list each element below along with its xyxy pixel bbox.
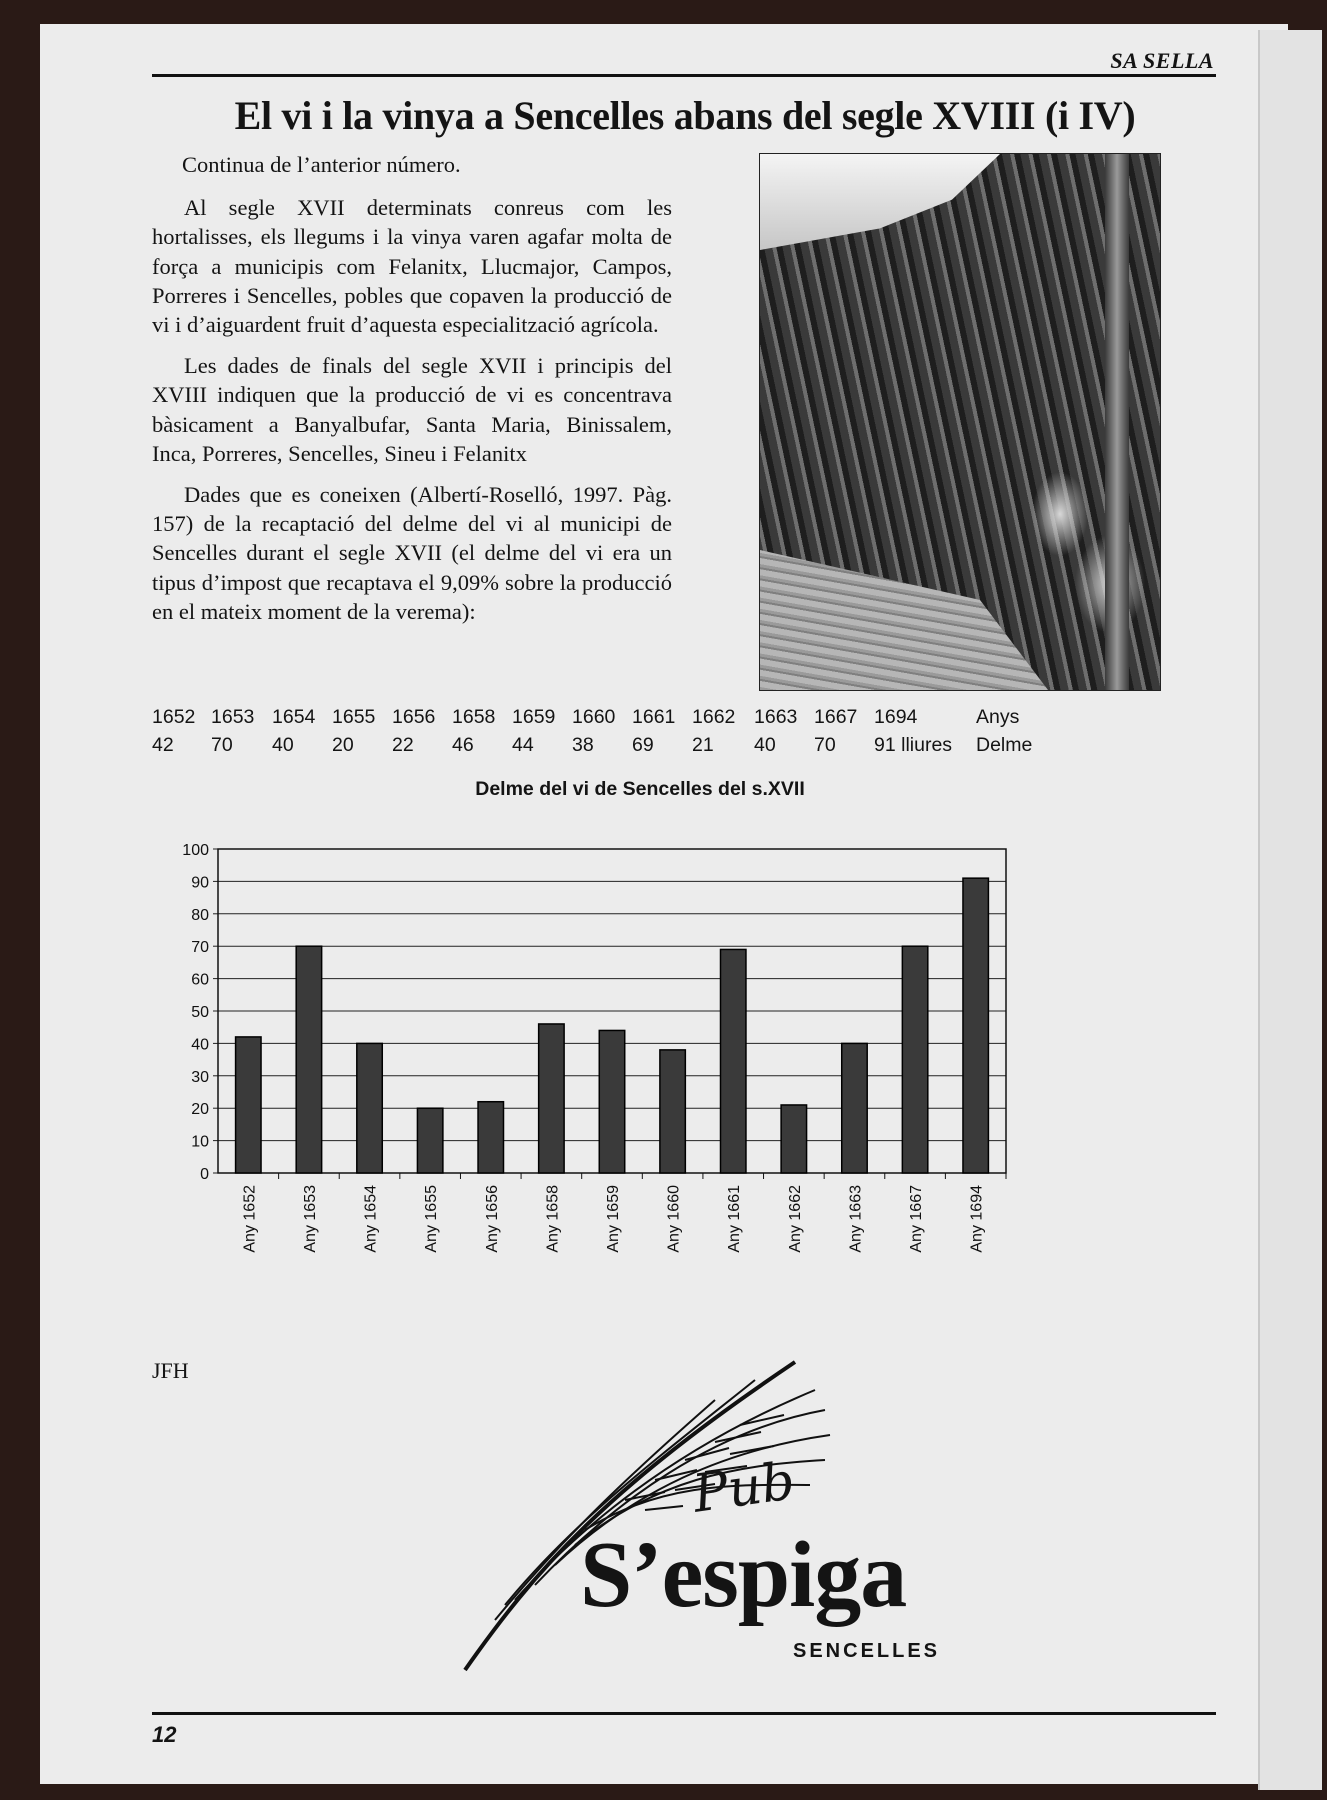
chart-svg — [150, 835, 1050, 1275]
table-value-cell: 22 — [392, 734, 414, 756]
table-year-cell: 1653 — [211, 706, 255, 728]
x-tick-label: Any 1655 — [423, 1185, 441, 1253]
bar — [660, 1050, 685, 1173]
table-value-cell: 69 — [632, 734, 654, 756]
y-tick-label: 90 — [191, 874, 209, 892]
table-year-cell: 1658 — [452, 706, 496, 728]
table-value-cell: 70 — [814, 734, 836, 756]
x-tick-label: Any 1654 — [362, 1185, 380, 1253]
chart-title: Delme del vi de Sencelles del s.XVII — [475, 778, 805, 800]
table-year-cell: 1655 — [332, 706, 376, 728]
table-value-cell: 38 — [572, 734, 594, 756]
y-tick-label: 20 — [191, 1101, 209, 1119]
bar — [296, 946, 321, 1173]
table-value-cell: 20 — [332, 734, 354, 756]
bar — [902, 946, 927, 1173]
photo-vine-post — [1105, 154, 1129, 690]
table-year-cell: 1659 — [512, 706, 556, 728]
y-tick-label: 60 — [191, 971, 209, 989]
page-number: 12 — [152, 1722, 177, 1747]
table-values-label: Delme — [976, 734, 1033, 756]
table-value-cell: 70 — [211, 734, 233, 756]
paragraph-3: Dades que es coneixen (Albertí-Roselló, 1997. Pàg. 157) de la recaptació del delme del vi al municipi de Sencelles durant el segle XVII (el delme del vi era un tipus d’impost que recaptava el 9,09% sobre la producció en el mateix moment de la verema): — [152, 482, 672, 624]
article-body — [152, 150, 672, 638]
x-tick-label: Any 1694 — [968, 1185, 986, 1253]
paragraph-1: Al segle XVII determinats conreus com les hortalisses, els llegums i la vinya varen agafar molta de força a municipis com Felanitx, Llucmajor, Campos, Porreres i Sencelles, pobles que copaven la producció de vi i d’aiguardent fruit d’aquesta especialització agrícola. — [152, 195, 672, 338]
x-tick-label: Any 1658 — [544, 1185, 562, 1253]
table-year-cell: 1660 — [572, 706, 616, 728]
bottom-rule — [152, 1712, 1216, 1715]
y-tick-label: 80 — [191, 906, 209, 924]
running-head: SA SELLA — [1110, 48, 1214, 73]
vineyard-photo — [759, 153, 1161, 691]
table-value-cell: 46 — [452, 734, 474, 756]
author-signature: JFH — [152, 1358, 189, 1383]
y-tick-label: 10 — [191, 1133, 209, 1151]
bar — [478, 1102, 503, 1173]
bar — [539, 1024, 564, 1173]
article-title: El vi i la vinya a Sencelles abans del segle XVIII (i IV) — [234, 93, 1136, 138]
table-value-cell: 40 — [272, 734, 294, 756]
x-tick-label: Any 1653 — [301, 1185, 319, 1253]
y-tick-label: 30 — [191, 1068, 209, 1086]
x-tick-label: Any 1663 — [847, 1185, 865, 1253]
bar — [599, 1030, 624, 1173]
table-years-label: Anys — [976, 706, 1020, 728]
y-tick-label: 100 — [182, 842, 209, 859]
photo-sky — [760, 154, 1160, 274]
table-year-cell: 1694 — [874, 706, 918, 728]
next-page-edge — [1258, 30, 1322, 1790]
bar — [781, 1105, 806, 1173]
table-year-cell: 1654 — [272, 706, 316, 728]
bar — [842, 1043, 867, 1173]
bar — [417, 1108, 442, 1173]
x-tick-label: Any 1662 — [786, 1185, 804, 1253]
y-tick-label: 40 — [191, 1036, 209, 1054]
table-year-cell: 1652 — [152, 706, 196, 728]
bar — [357, 1043, 382, 1173]
table-value-cell: 42 — [152, 734, 174, 756]
y-tick-label: 70 — [191, 939, 209, 957]
table-year-cell: 1663 — [754, 706, 798, 728]
table-value-cell: 40 — [754, 734, 776, 756]
table-year-cell: 1656 — [392, 706, 436, 728]
bar — [721, 949, 746, 1173]
paragraph-2: Les dades de finals del segle XVII i principis del XVIII indiquen que la producció de vi es concentrava bàsicament a Banyalbufar, Santa Maria, Binissalem, Inca, Porreres, Sencelles, Sineu i Felanitx — [152, 353, 672, 466]
table-value-cell: 21 — [692, 734, 714, 756]
x-tick-label: Any 1667 — [908, 1185, 926, 1253]
table-value-cell: 91 lliures — [874, 734, 953, 756]
table-year-cell: 1661 — [632, 706, 676, 728]
x-tick-label: Any 1660 — [665, 1185, 683, 1253]
table-year-cell: 1667 — [814, 706, 858, 728]
y-tick-label: 50 — [191, 1004, 209, 1021]
tithe-bar-chart — [150, 835, 1050, 1280]
photo-ground — [760, 490, 1160, 690]
table-year-cell: 1662 — [692, 706, 736, 728]
bar — [963, 878, 988, 1173]
intro-line: Continua de l’anterior número. — [182, 152, 461, 177]
logo-name: S’espiga — [580, 1523, 907, 1627]
y-tick-label: 0 — [200, 1166, 209, 1183]
top-rule — [152, 74, 1216, 77]
x-tick-label: Any 1659 — [605, 1185, 622, 1253]
bar — [236, 1037, 261, 1173]
x-tick-label: Any 1652 — [241, 1185, 259, 1253]
logo-place: SENCELLES — [793, 1640, 941, 1662]
x-tick-label: Any 1661 — [726, 1185, 744, 1253]
logo-script-text: Pub — [689, 1451, 799, 1525]
x-tick-label: Any 1656 — [483, 1185, 501, 1253]
table-value-cell: 44 — [512, 734, 534, 756]
